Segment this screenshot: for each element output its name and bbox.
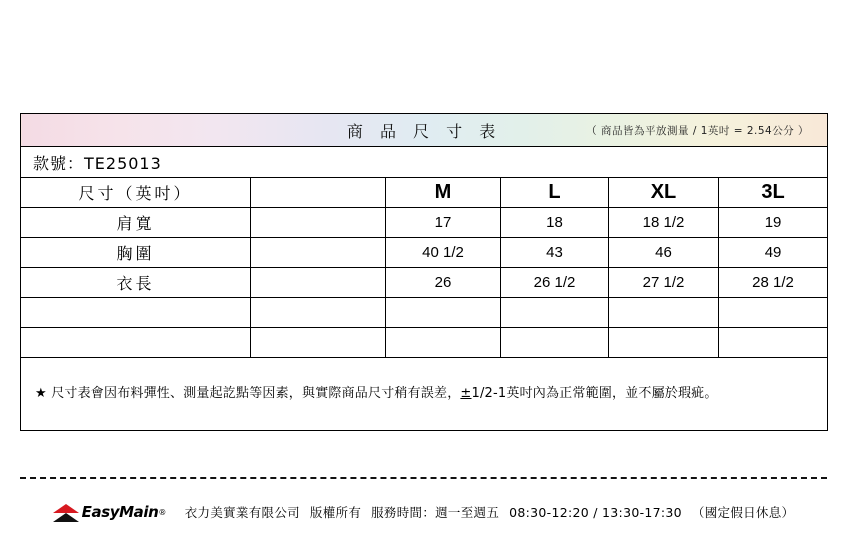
cell-empty-1-m [386,298,501,328]
cell-empty-1-0 [251,298,386,328]
size-table [20,113,828,431]
disclaimer-row [21,358,828,431]
table-row [21,268,828,298]
table-row [21,238,828,268]
cell-chest-0 [251,238,386,268]
cell-empty-2-m [386,328,501,358]
model-row [21,147,828,178]
size-header-m: M [386,178,501,208]
cell-chest-3l: 49 [719,238,828,268]
cell-empty-2-l [501,328,609,358]
size-header-xl: XL [609,178,719,208]
cell-length-l: 26 1/2 [501,268,609,298]
cell-chest-l: 43 [501,238,609,268]
chart-title: 商 品 尺 寸 表 [346,121,502,141]
size-header-3l: 3L [719,178,828,208]
star-icon: ★ [35,385,47,401]
row-label-chest: 胸圍 [21,238,251,268]
registered-mark: ® [158,507,167,517]
cell-shoulder-xl: 18 1/2 [609,208,719,238]
cell-length-3l: 28 1/2 [719,268,828,298]
disclaimer-text-b: 1/2-1英吋內為正常範圍，並不屬於瑕疵。 [471,385,718,401]
mountain-icon [53,504,79,521]
service-hours-value: 08:30-12:20 / 13:30-17:30 [509,504,682,520]
row-label-empty-2 [21,328,251,358]
cell-shoulder-l: 18 [501,208,609,238]
cell-length-0 [251,268,386,298]
size-header-l: L [501,178,609,208]
plus-minus-symbol: ± [460,385,472,401]
table-row [21,328,828,358]
measurement-note: （ 商品皆為平放測量 / 1英吋 = 2.54公分 ） [586,124,810,137]
service-hours-label: 服務時間：週一至週五 [371,505,500,520]
table-row [21,208,828,238]
disclaimer-text-a: 尺寸表會因布料彈性、測量起訖點等因素，與實際商品尺寸稍有誤差， [51,385,461,401]
cell-length-xl: 27 1/2 [609,268,719,298]
cell-shoulder-0 [251,208,386,238]
dashed-divider [20,477,827,479]
cell-empty-2-3l [719,328,828,358]
table-row [21,298,828,328]
row-label-empty-1 [21,298,251,328]
row-label-shoulder: 肩寬 [21,208,251,238]
unit-label: 尺寸（英吋） [21,178,251,208]
copyright-text: 版權所有 [309,505,362,520]
company-name: 衣力美實業有限公司 [184,505,300,520]
size-header-row [21,178,828,208]
cell-empty-2-xl [609,328,719,358]
cell-chest-xl: 46 [609,238,719,268]
table-header-row [21,114,828,147]
cell-empty-1-l [501,298,609,328]
holiday-note: （國定假日休息） [691,505,795,520]
cell-empty-1-xl [609,298,719,328]
row-label-length: 衣長 [21,268,251,298]
footer [20,494,827,530]
cell-chest-m: 40 1/2 [386,238,501,268]
size-header-blank [251,178,386,208]
cell-empty-2-0 [251,328,386,358]
model-number: 款號：TE25013 [33,153,162,173]
brand-name: EasyMain [81,503,159,521]
size-chart-sheet [20,113,827,431]
cell-shoulder-3l: 19 [719,208,828,238]
easymain-logo [53,503,167,521]
cell-length-m: 26 [386,268,501,298]
cell-empty-1-3l [719,298,828,328]
cell-shoulder-m: 17 [386,208,501,238]
